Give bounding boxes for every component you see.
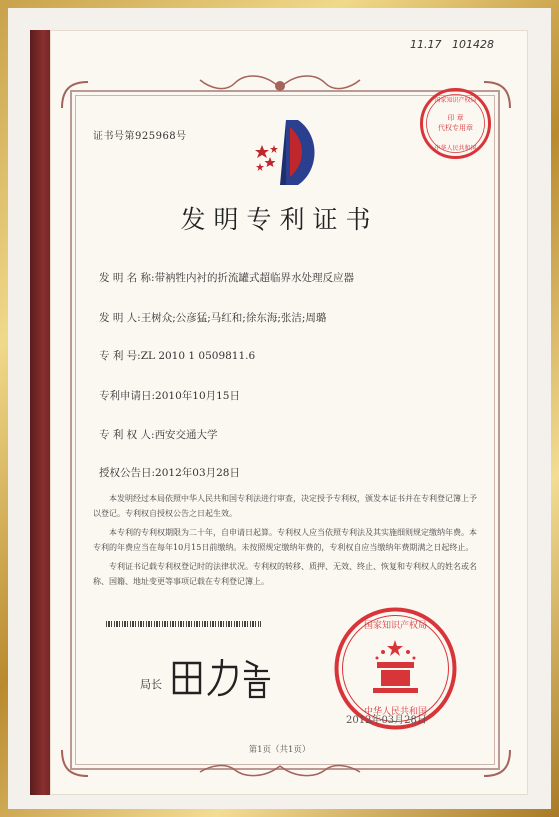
handwritten-note-left: 11.17 <box>410 38 442 51</box>
top-ornament-icon <box>185 68 375 96</box>
invention-name: 带衲牲内衬的折流罐式超临界水处理反应器 <box>154 272 355 284</box>
svg-text:代权专用章: 代权专用章 <box>438 124 473 132</box>
grant-date-label: 授权公告日: <box>99 467 156 479</box>
grant-date: 2012年03月28日 <box>155 467 240 479</box>
svg-text:中华人民共和国: 中华人民共和国 <box>434 145 477 152</box>
grant-date-row <box>99 465 240 480</box>
certificate-number: 证书号第925968号 <box>93 131 187 142</box>
patent-no-row <box>99 348 255 363</box>
page-number: 第1页（共1页） <box>248 745 311 755</box>
director-label: 局长 <box>140 678 162 691</box>
svg-text:印 章: 印 章 <box>447 114 464 122</box>
handwritten-note-right: 101428 <box>452 38 494 51</box>
authorization-seal-icon <box>418 86 493 161</box>
body-paragraph: 本专利的专利权期限为二十年，自申请日起算。专利权人应当依照专利法及其实施细则规定缴纳年费。本专利的年费应当在每年10月15日前缴纳。未按照规定缴纳年费的，专利权自应当缴纳年费期满之日起终止。 <box>93 528 477 552</box>
body-paragraph: 专利证书记载专利权登记时的法律状况。专利权的转移、质押、无效、终止、恢复和专利权人的姓名或名称、国籍、地址变更等事项记载在专利登记簿上。 <box>93 562 477 586</box>
patentee: 西安交通大学 <box>154 429 218 441</box>
patentee-label: 专 利 权 人: <box>99 429 155 441</box>
filing-date-row <box>99 388 240 403</box>
binding-strip <box>30 30 52 795</box>
patent-number: ZL 2010 1 0509811.6 <box>140 350 256 362</box>
seal-date: 2012年03月28日 <box>346 715 427 726</box>
patent-office-emblem-icon <box>250 115 325 190</box>
page-title: 发明专利证书 <box>180 205 379 234</box>
corner-ornament-icon <box>60 80 90 110</box>
bottom-ornament-icon <box>185 760 375 782</box>
patent-no-label: 专 利 号: <box>99 350 141 362</box>
svg-text:中华人民共和国: 中华人民共和国 <box>363 707 428 717</box>
inventors-row <box>99 310 326 325</box>
inventors: 王树众;公彦猛;马红和;徐东海;张洁;周璐 <box>140 312 327 324</box>
invention-name-label: 发 明 名 称: <box>99 272 155 284</box>
invention-name-row <box>99 270 354 285</box>
director-signature-icon <box>166 655 276 700</box>
filing-date: 2010年10月15日 <box>155 390 240 402</box>
svg-text:国家知识产权局: 国家知识产权局 <box>434 97 477 104</box>
inventors-label: 发 明 人: <box>99 312 141 324</box>
filing-date-label: 专利申请日: <box>99 390 156 402</box>
svg-text:国家知识产权局: 国家知识产权局 <box>363 621 428 631</box>
body-paragraph: 本发明经过本局依照中华人民共和国专利法进行审查，决定授予专利权，颁发本证书并在专利登记簿上予以登记。专利权自授权公告之日起生效。 <box>93 494 477 518</box>
patentee-row <box>99 427 218 442</box>
certificate-body <box>93 491 483 593</box>
barcode <box>106 621 261 627</box>
